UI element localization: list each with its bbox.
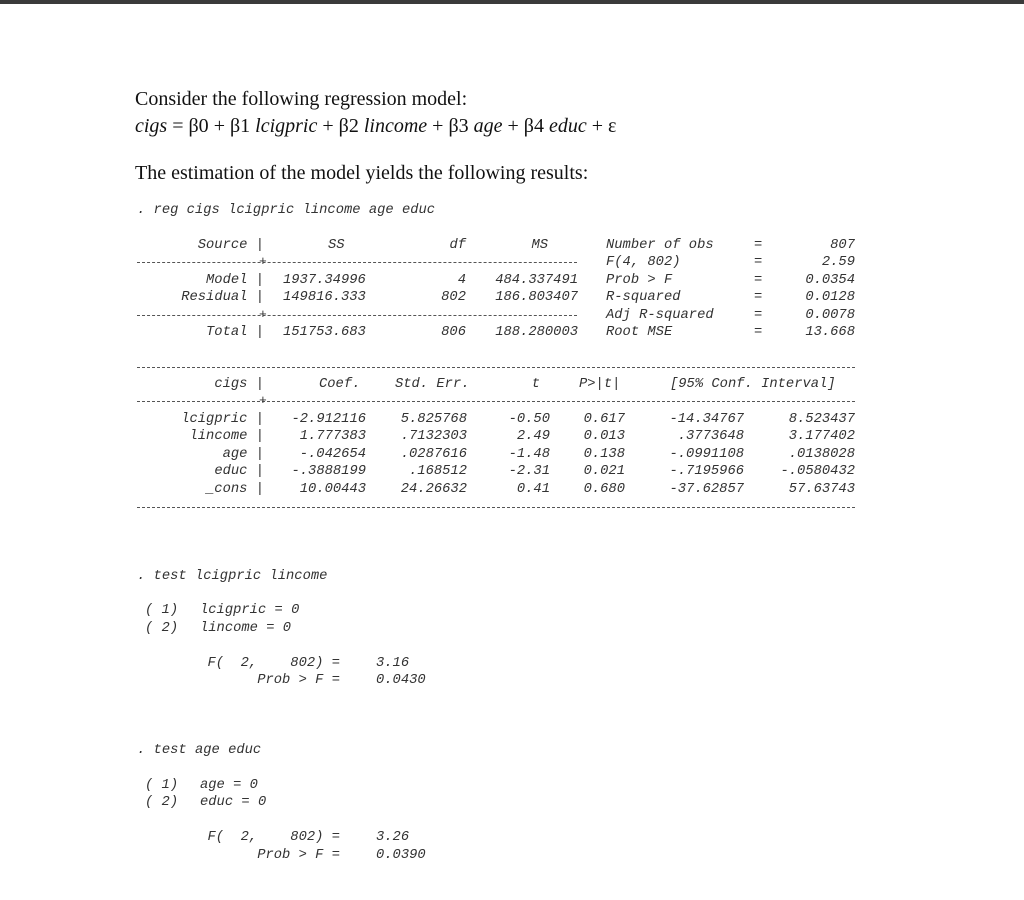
- f-statistic-value: 3.26: [376, 830, 410, 845]
- constraint-number: ( 2): [145, 621, 179, 636]
- coef-row-ci-high: .0138028: [788, 447, 855, 462]
- coef-row-ci-low: .3773648: [677, 429, 744, 444]
- coef-row-se: 5.825768: [400, 412, 467, 427]
- coef-row-coef: -2.912116: [291, 412, 366, 427]
- anova-row-df: 806: [441, 325, 466, 340]
- anova-row-ms: 188.280003: [495, 325, 578, 340]
- anova-row-df: 4: [457, 273, 466, 288]
- f-statistic-label: F( 2, 802) =: [207, 830, 340, 845]
- anova-divider: [137, 262, 577, 263]
- constraint-text: lincome = 0: [200, 621, 292, 636]
- eq-beta1: β1: [229, 115, 251, 137]
- anova-divider-plus: +: [259, 254, 267, 269]
- coef-row-se: .7132303: [400, 429, 467, 444]
- anova-row-ms: 186.803407: [495, 290, 578, 305]
- stat-value: 0.0354: [805, 273, 855, 288]
- coef-row-p: 0.013: [583, 429, 625, 444]
- eq-beta4: β4: [523, 115, 544, 137]
- stat-label: F(4, 802): [606, 255, 681, 270]
- coef-row-ci-high: 57.63743: [788, 482, 855, 497]
- stat-label: Prob > F: [606, 273, 673, 288]
- coef-row-coef: -.042654: [299, 447, 366, 462]
- anova-header-df: df: [449, 238, 466, 253]
- anova-row-ms: 484.337491: [495, 273, 578, 288]
- coef-row-coef: 10.00443: [299, 482, 366, 497]
- eq-var-lcigpric: lcigpric: [250, 115, 318, 137]
- coef-row-ci-low: -14.34767: [669, 412, 744, 427]
- coef-row-ci-low: -.0991108: [669, 447, 744, 462]
- stat-label: Adj R-squared: [606, 308, 714, 323]
- coef-row-p: 0.680: [583, 482, 625, 497]
- anova-row-source: Total |: [206, 325, 264, 340]
- constraint-number: ( 1): [145, 778, 179, 793]
- anova-divider: [137, 315, 577, 316]
- stat-value: 0.0128: [805, 290, 855, 305]
- coef-row-ci-low: -37.62857: [669, 482, 744, 497]
- eq-beta3: β3: [448, 115, 469, 137]
- coef-row-p: 0.021: [583, 464, 625, 479]
- eq-plus: +: [208, 115, 230, 137]
- coef-divider-plus: +: [259, 393, 267, 408]
- anova-header-ms: MS: [531, 238, 548, 253]
- f-statistic-label: F( 2, 802) =: [207, 656, 340, 671]
- window-top-border: [0, 0, 1024, 4]
- eq-plus: +: [502, 115, 524, 137]
- coef-row-t: -2.31: [508, 464, 550, 479]
- anova-divider-plus: +: [259, 307, 267, 322]
- coef-row-coef: 1.777383: [299, 429, 366, 444]
- coef-row-var: _cons |: [206, 482, 264, 497]
- coef-row-ci-high: 3.177402: [788, 429, 855, 444]
- stat-equals: =: [754, 290, 763, 305]
- eq-var-lincome: lincome: [358, 115, 428, 137]
- stat-label: R-squared: [606, 290, 681, 305]
- coef-header-t: t: [531, 377, 540, 392]
- coef-top-rule: [137, 367, 855, 368]
- coef-row-t: 0.41: [516, 482, 550, 497]
- stat-value: 13.668: [805, 325, 855, 340]
- eq-var-educ: educ: [543, 115, 587, 137]
- constraint-text: age = 0: [200, 778, 258, 793]
- coef-bottom-rule: [137, 507, 855, 508]
- eq-equals: =: [167, 115, 189, 137]
- prob-label: Prob > F =: [257, 848, 340, 863]
- anova-header-source: Source |: [197, 238, 264, 253]
- coef-row-t: -1.48: [508, 447, 550, 462]
- stat-equals: =: [754, 273, 763, 288]
- eq-epsilon: ε: [608, 115, 617, 137]
- coef-row-se: .0287616: [400, 447, 467, 462]
- test-command: . test lcigpric lincome: [137, 569, 328, 584]
- eq-plus: +: [427, 115, 449, 137]
- coef-row-t: 2.49: [516, 429, 550, 444]
- stat-value: 2.59: [821, 255, 855, 270]
- coef-row-t: -0.50: [508, 412, 550, 427]
- anova-header-ss: SS: [328, 238, 345, 253]
- coef-row-ci-low: -.7195966: [669, 464, 744, 479]
- constraint-number: ( 1): [145, 603, 179, 618]
- coef-row-var: lincome |: [189, 429, 264, 444]
- coef-row-var: educ |: [214, 464, 264, 479]
- coef-row-var: age |: [222, 447, 264, 462]
- coef-header-var: cigs |: [214, 377, 264, 392]
- stat-equals: =: [754, 238, 763, 253]
- anova-row-ss: 149816.333: [283, 290, 366, 305]
- eq-beta0: β0: [188, 115, 209, 137]
- coef-header-ci: [95% Conf. Interval]: [670, 377, 836, 392]
- coef-row-p: 0.617: [583, 412, 625, 427]
- constraint-text: educ = 0: [200, 795, 267, 810]
- anova-row-ss: 151753.683: [283, 325, 366, 340]
- coef-header-coef: Coef.: [319, 377, 361, 392]
- stat-equals: =: [754, 325, 763, 340]
- eq-lhs: cigs: [135, 115, 168, 137]
- eq-beta2: β2: [338, 115, 359, 137]
- stata-command: . reg cigs lcigpric lincome age educ: [137, 203, 436, 218]
- stat-value: 0.0078: [805, 308, 855, 323]
- test-command: . test age educ: [137, 743, 262, 758]
- regression-equation: [135, 115, 616, 138]
- anova-row-ss: 1937.34996: [283, 273, 366, 288]
- stat-value: 807: [830, 238, 855, 253]
- eq-plus: +: [317, 115, 339, 137]
- constraint-number: ( 2): [145, 795, 179, 810]
- stat-equals: =: [754, 255, 763, 270]
- coef-header-se: Std. Err.: [395, 377, 470, 392]
- prob-label: Prob > F =: [257, 673, 340, 688]
- results-intro-line: The estimation of the model yields the following results:: [135, 162, 589, 184]
- prob-value: 0.0390: [376, 848, 426, 863]
- eq-plus: +: [586, 115, 609, 137]
- coef-row-coef: -.3888199: [291, 464, 366, 479]
- stat-equals: =: [754, 308, 763, 323]
- anova-row-source: Model |: [206, 273, 264, 288]
- anova-row-df: 802: [441, 290, 466, 305]
- coef-divider: [137, 401, 855, 402]
- anova-row-source: Residual |: [181, 290, 264, 305]
- intro-line: Consider the following regression model:: [135, 88, 468, 110]
- constraint-text: lcigpric = 0: [200, 603, 300, 618]
- stat-label: Root MSE: [606, 325, 673, 340]
- prob-value: 0.0430: [376, 673, 426, 688]
- coef-row-ci-high: -.0580432: [780, 464, 855, 479]
- f-statistic-value: 3.16: [376, 656, 410, 671]
- coef-row-se: .168512: [409, 464, 467, 479]
- stat-label: Number of obs: [606, 238, 714, 253]
- coef-row-se: 24.26632: [400, 482, 467, 497]
- coef-row-var: lcigpric |: [181, 412, 264, 427]
- eq-var-age: age: [468, 115, 503, 137]
- coef-header-p: P>|t|: [579, 377, 621, 392]
- coef-row-p: 0.138: [583, 447, 625, 462]
- coef-row-ci-high: 8.523437: [788, 412, 855, 427]
